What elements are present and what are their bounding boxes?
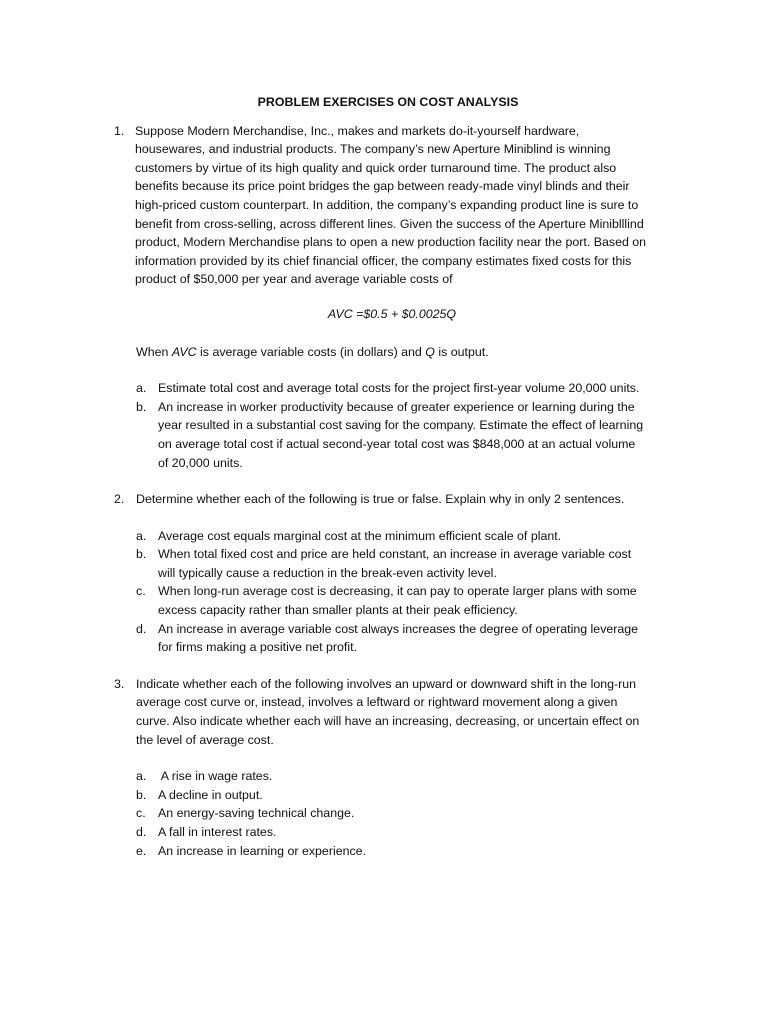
item-letter: a. xyxy=(136,769,147,784)
question-1 xyxy=(114,122,648,473)
definition-text: When xyxy=(136,344,172,359)
list-item xyxy=(136,379,648,398)
list-item xyxy=(136,842,648,861)
item-letter: d. xyxy=(136,825,147,839)
q-symbol: Q xyxy=(425,344,435,359)
list-item xyxy=(136,582,648,619)
item-letter: b. xyxy=(136,787,147,802)
item-letter: b. xyxy=(136,547,147,562)
avc-symbol: AVC xyxy=(171,344,197,359)
item-letter: a. xyxy=(136,381,147,396)
sub-question-list xyxy=(136,527,648,657)
item-text: When long-run average cost is decreasing, it can pay to operate larger plans with some excess capacity rather than smaller plants at their peak efficiency. xyxy=(158,584,637,618)
document-title: PROBLEM EXERCISES ON COST ANALYSIS xyxy=(257,95,519,109)
item-letter: b. xyxy=(136,399,147,414)
list-item xyxy=(136,620,648,657)
question-body xyxy=(136,675,648,860)
item-text: Estimate total cost and average total costs for the project first-year volume 20,000 units. xyxy=(158,381,640,396)
question-number: 3. xyxy=(114,676,125,691)
question-2 xyxy=(114,490,648,657)
list-item xyxy=(136,545,648,582)
item-letter: a. xyxy=(136,528,147,543)
item-text: An energy-saving technical change. xyxy=(158,806,355,821)
avc-formula: AVC =$0.5 + $0.0025Q xyxy=(327,306,457,321)
item-text: A fall in interest rates. xyxy=(158,825,277,839)
item-text: When total fixed cost and price are held constant, an increase in average variable cost will typically cause a reduction in the break-even activity level. xyxy=(158,547,632,580)
item-letter: e. xyxy=(136,843,147,858)
question-number: 2. xyxy=(114,492,125,507)
question-3 xyxy=(114,675,648,860)
question-body xyxy=(136,122,648,473)
question-text: Suppose Modern Merchandise, Inc., makes and markets do-it-yourself hardware, housewares, and industrial products. The company’s new Aperture Miniblind is winning customers by virtue of its high quality and quick order turnaround time. The product also benefits because its price point bridges the gap between ready-made vinyl blinds and their high-priced custom counterpart. In addition, the company’s expanding product line is sure to benefit from cross-selling, across different lines. Given the success of the Aperture Miniblllind product, Modern Merchandise plans to open a new production facility near the port. Based on information provided by its chief financial officer, the company estimates fixed costs for this product of $50,000 per year and average variable costs of xyxy=(135,123,647,287)
item-letter: d. xyxy=(136,621,147,636)
list-item xyxy=(136,804,648,823)
sub-question-list xyxy=(136,379,648,472)
item-text: Average cost equals marginal cost at the minimum efficient scale of plant. xyxy=(158,528,562,543)
item-text: An increase in learning or experience. xyxy=(158,843,367,858)
sub-question-list xyxy=(136,767,648,860)
question-number: 1. xyxy=(114,123,125,138)
list-item xyxy=(136,398,648,472)
item-letter: c. xyxy=(136,584,146,599)
list-item xyxy=(136,823,648,842)
question-body xyxy=(136,490,648,657)
list-item xyxy=(136,786,648,805)
variable-definition xyxy=(136,343,648,362)
item-text: A decline in output. xyxy=(158,787,263,802)
item-text: A rise in wage rates. xyxy=(158,769,273,784)
definition-text: is output. xyxy=(434,344,489,359)
question-text: Determine whether each of the following is true or false. Explain why in only 2 sentences. xyxy=(136,492,625,507)
item-letter: c. xyxy=(136,806,146,821)
definition-text: is average variable costs (in dollars) and xyxy=(196,344,426,359)
item-text: An increase in average variable cost always increases the degree of operating leverage for firms making a positive net profit. xyxy=(158,621,639,655)
list-item xyxy=(136,527,648,546)
list-item xyxy=(136,767,648,786)
item-text: An increase in worker productivity because of greater experience or learning during the year resulted in a substantial cost saving for the company. Estimate the effect of learning on average total cost if actual second-year total cost was $848,000 at an actual volume of 20,000 units. xyxy=(158,399,644,470)
question-text: Indicate whether each of the following involves an upward or downward shift in the long-run average cost curve or, instead, involves a leftward or rightward movement along a given curve. Also indicate whether each will have an increasing, decreasing, or uncertain effect on the level of average cost. xyxy=(136,676,640,747)
